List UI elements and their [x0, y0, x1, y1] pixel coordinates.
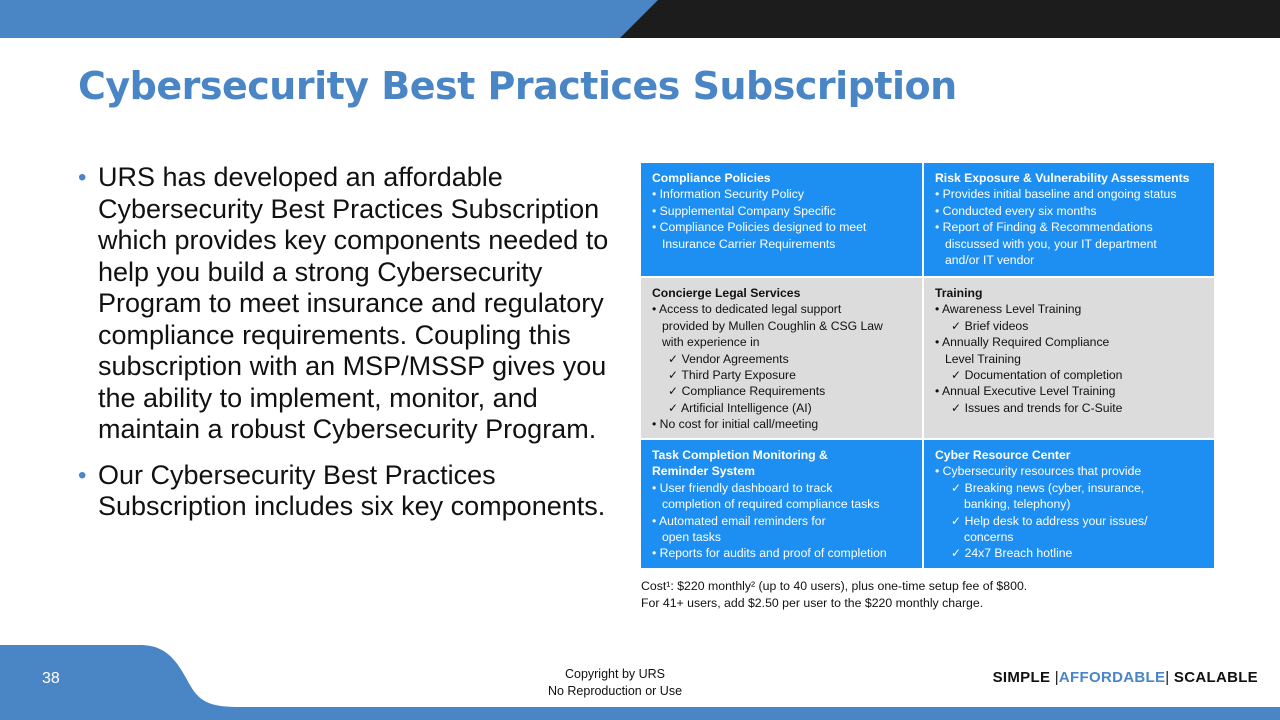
tagline-separator: | — [1165, 669, 1170, 686]
tagline-scalable: SCALABLE — [1173, 669, 1258, 686]
cell-heading-continuation: Reminder System — [652, 464, 755, 479]
cyber-resource-cell — [924, 440, 1214, 568]
list-item: • Provides initial baseline and ongoing status — [935, 187, 1177, 202]
task-monitoring-cell — [641, 440, 922, 568]
list-item: • Conducted every six months — [935, 203, 1097, 218]
bullet-text: URS has developed an affordable Cybersecurity Best Practices Subscription which provides key components needed to help you build a strong Cybersecurity Program to meet insurance and regulatory compliance requirements. Coupling this subscription with an MSP/MSSP gives you the ability to implement, monitor, and maintain a robust Cybersecurity Program. — [98, 162, 609, 444]
list-item: • Reports for audits and proof of completion — [652, 546, 887, 561]
check-item: ✓ Brief videos — [951, 318, 1029, 333]
check-item-continuation: banking, telephony) — [964, 497, 1071, 512]
bullet-text: Our Cybersecurity Best Practices Subscription includes six key components. — [98, 459, 606, 521]
check-item: ✓ Breaking news (cyber, insurance, — [951, 480, 1145, 495]
list-item-continuation: and/or IT vendor — [945, 253, 1035, 268]
copyright-notice — [515, 666, 715, 700]
check-icon: ✓ — [668, 400, 679, 415]
list-item: • Cybersecurity resources that provide — [935, 464, 1142, 479]
check-icon: ✓ — [668, 368, 679, 383]
check-item: ✓ Vendor Agreements — [668, 351, 789, 366]
list-item-continuation: Insurance Carrier Requirements — [662, 236, 836, 251]
check-icon: ✓ — [951, 513, 962, 528]
check-icon: ✓ — [951, 480, 962, 495]
copyright-line: No Reproduction or Use — [547, 684, 683, 698]
tagline — [993, 669, 1258, 686]
top-decorative-band — [0, 0, 1280, 38]
bullet-list — [78, 162, 638, 537]
slide-title: Cybersecurity Best Practices Subscription — [78, 64, 957, 108]
bullet-item — [78, 460, 638, 523]
training-cell — [924, 278, 1214, 438]
check-item: ✓ Help desk to address your issues/ — [951, 513, 1148, 528]
check-item: ✓ Issues and trends for C-Suite — [951, 400, 1123, 415]
list-item-continuation: Level Training — [945, 351, 1021, 366]
tagline-affordable: AFFORDABLE — [1058, 669, 1166, 686]
check-item: ✓ 24x7 Breach hotline — [951, 546, 1073, 561]
page-number: 38 — [42, 670, 60, 687]
list-item: • Awareness Level Training — [935, 302, 1082, 317]
list-item: • Report of Finding & Recommendations — [935, 220, 1153, 235]
check-icon: ✓ — [951, 318, 962, 333]
list-item: • Annual Executive Level Training — [935, 384, 1116, 399]
cell-heading: Task Completion Monitoring & — [652, 448, 828, 462]
bullet-glyph: • — [78, 164, 87, 191]
list-item: • Annually Required Compliance — [935, 335, 1110, 350]
check-item: ✓ Artificial Intelligence (AI) — [668, 400, 812, 415]
cell-heading: Risk Exposure & Vulnerability Assessments — [935, 171, 1190, 185]
check-item: ✓ Compliance Requirements — [668, 384, 826, 399]
check-item: ✓ Documentation of completion — [951, 368, 1123, 383]
list-item-continuation: open tasks — [662, 530, 721, 545]
check-icon: ✓ — [951, 546, 962, 561]
check-item: ✓ Third Party Exposure — [668, 368, 796, 383]
concierge-legal-cell — [641, 278, 922, 438]
list-item-continuation: provided by Mullen Coughlin & CSG Law — [662, 318, 883, 333]
tagline-simple: SIMPLE — [992, 669, 1051, 686]
cell-heading: Cyber Resource Center — [935, 448, 1071, 462]
bullet-item — [78, 162, 638, 446]
check-icon: ✓ — [668, 351, 679, 366]
cost-line: For 41+ users, add $2.50 per user to the $220 monthly charge. — [641, 595, 984, 610]
list-item: • Supplemental Company Specific — [652, 203, 836, 218]
cost-line: Cost¹: $220 monthly² (up to 40 users), plus one-time setup fee of $800. — [641, 579, 1028, 593]
check-icon: ✓ — [951, 400, 962, 415]
tagline-separator: | — [1054, 669, 1059, 686]
check-item-continuation: concerns — [964, 530, 1014, 545]
list-item: • Compliance Policies designed to meet — [652, 220, 867, 235]
list-item: • Information Security Policy — [652, 187, 804, 202]
check-icon: ✓ — [951, 368, 962, 383]
check-icon: ✓ — [668, 384, 679, 399]
list-item: • Access to dedicated legal support — [652, 302, 842, 317]
cell-heading: Training — [935, 286, 983, 300]
list-item-continuation: with experience in — [662, 335, 760, 350]
list-item: • Automated email reminders for — [652, 513, 826, 528]
cell-heading: Concierge Legal Services — [652, 286, 801, 300]
components-grid — [641, 163, 1214, 568]
compliance-policies-cell — [641, 163, 922, 276]
cost-note — [641, 578, 1027, 611]
bullet-glyph: • — [78, 461, 87, 489]
list-item-continuation: discussed with you, your IT department — [945, 236, 1157, 251]
risk-assessments-cell — [924, 163, 1214, 276]
list-item: • User friendly dashboard to track — [652, 480, 833, 495]
list-item: • No cost for initial call/meeting — [652, 417, 819, 432]
cell-heading: Compliance Policies — [652, 171, 771, 185]
list-item-continuation: completion of required compliance tasks — [662, 497, 880, 512]
copyright-line: Copyright by URS — [564, 667, 666, 681]
